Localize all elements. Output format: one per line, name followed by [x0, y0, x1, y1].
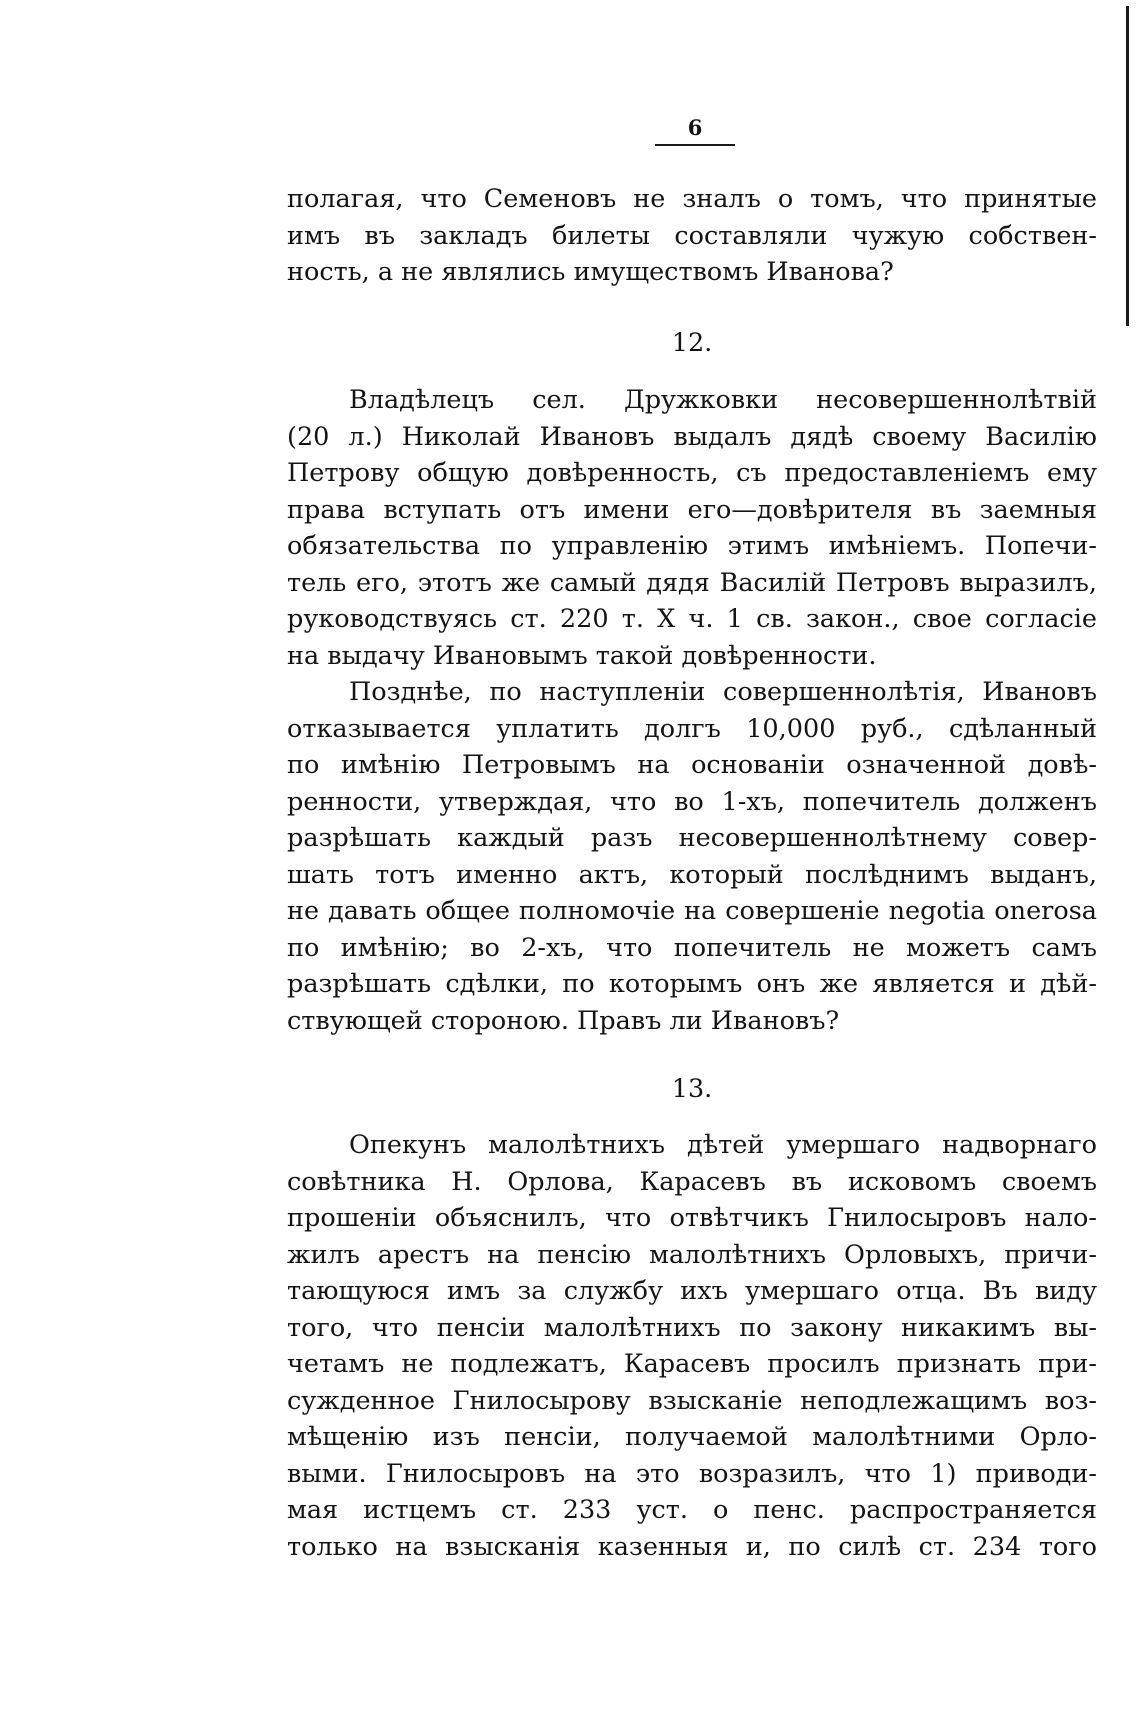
text-line: руководствуясь ст. 220 т. X ч. 1 св. закон., свое согласіе: [287, 604, 1097, 634]
text-line: разрѣшать сдѣлки, по которымъ онъ же является и дѣй-: [287, 969, 1097, 999]
text-line: по имѣнію Петровымъ на основаніи означенной довѣ-: [287, 750, 1097, 780]
text-line: только на взысканія казенныя и, по силѣ ст. 234 того: [287, 1531, 1097, 1562]
text-line: Опекунъ малолѣтнихъ дѣтей умершаго надворнаго: [349, 1130, 1097, 1160]
text-line: не давать общее полномочіе на совершеніе negotia onerosa: [287, 896, 1097, 926]
text-line: Петрову общую довѣренность, съ предоставленіемъ ему: [287, 458, 1097, 488]
text-line: тающуюся имъ за службу ихъ умершаго отца. Въ виду: [287, 1276, 1097, 1306]
text-line: Позднѣе, по наступленіи совершеннолѣтія, Ивановъ: [349, 677, 1097, 707]
text-line: мая истцемъ ст. 233 уст. о пенс. распространяется: [287, 1495, 1097, 1525]
section-13-number: 13.: [671, 1074, 713, 1104]
text-line: ность, а не являлись имуществомъ Иванова?: [287, 257, 894, 287]
text-line: полагая, что Семеновъ не зналъ о томъ, что принятые: [287, 184, 1097, 214]
page-number-underline: [655, 144, 735, 146]
text-line: сужденное Гнилосырову взысканіе неподлежащимъ воз-: [287, 1385, 1097, 1416]
scan-edge-rule: [1126, 6, 1129, 326]
text-line: тель его, этотъ же самый дядя Василій Петровъ выразилъ,: [287, 567, 1097, 598]
text-line: ренности, утверждая, что во 1-хъ, попечитель долженъ: [287, 786, 1097, 817]
text-line: выми. Гнилосыровъ на это возразилъ, что 1) приводи-: [287, 1458, 1097, 1489]
text-line: права вступать отъ имени его—довѣрителя въ заемныя: [287, 494, 1097, 525]
text-line: шать тотъ именно актъ, который послѣднимъ выданъ,: [287, 859, 1097, 890]
text-line: четамъ не подлежатъ, Карасевъ просилъ признать при-: [287, 1349, 1097, 1379]
section-12-paragraph-1: [287, 382, 1097, 1039]
text-line: по имѣнію; во 2-хъ, что попечитель не можетъ самъ: [287, 932, 1097, 963]
text-line: (20 л.) Николай Ивановъ выдалъ дядѣ своему Василію: [287, 421, 1097, 452]
section-12-number: 12.: [671, 328, 713, 358]
text-line: мѣщенію изъ пенсіи, получаемой малолѣтними Орло-: [287, 1422, 1097, 1452]
text-line: имъ въ закладъ билеты составляли чужую собствен-: [287, 220, 1097, 251]
text-line: на выдачу Ивановымъ такой довѣренности.: [287, 640, 877, 671]
text-line: совѣтника Н. Орлова, Карасевъ въ исковомъ своемъ: [287, 1166, 1097, 1197]
text-line: Владѣлецъ сел. Дружковки несовершеннолѣтвій: [349, 385, 1097, 415]
section-13-paragraph: [287, 1127, 1097, 1565]
text-line: прошеніи объяснилъ, что отвѣтчикъ Гнилосыровъ нало-: [287, 1203, 1097, 1233]
text-line: жилъ арестъ на пенсію малолѣтнихъ Орловыхъ, причи-: [287, 1239, 1097, 1270]
text-line: отказывается уплатить долгъ 10,000 руб., сдѣланный: [287, 713, 1097, 744]
text-line: разрѣшать каждый разъ несовершеннолѣтнему совер-: [287, 823, 1097, 853]
page-number: 6: [687, 115, 703, 140]
text-line: обязательства по управленію этимъ имѣніемъ. Попечи-: [287, 531, 1097, 561]
text-line: ствующей стороною. Правъ ли Ивановъ?: [287, 1005, 840, 1036]
text-line: того, что пенсіи малолѣтнихъ по закону никакимъ вы-: [287, 1312, 1097, 1343]
continuation-paragraph: [287, 181, 1097, 291]
